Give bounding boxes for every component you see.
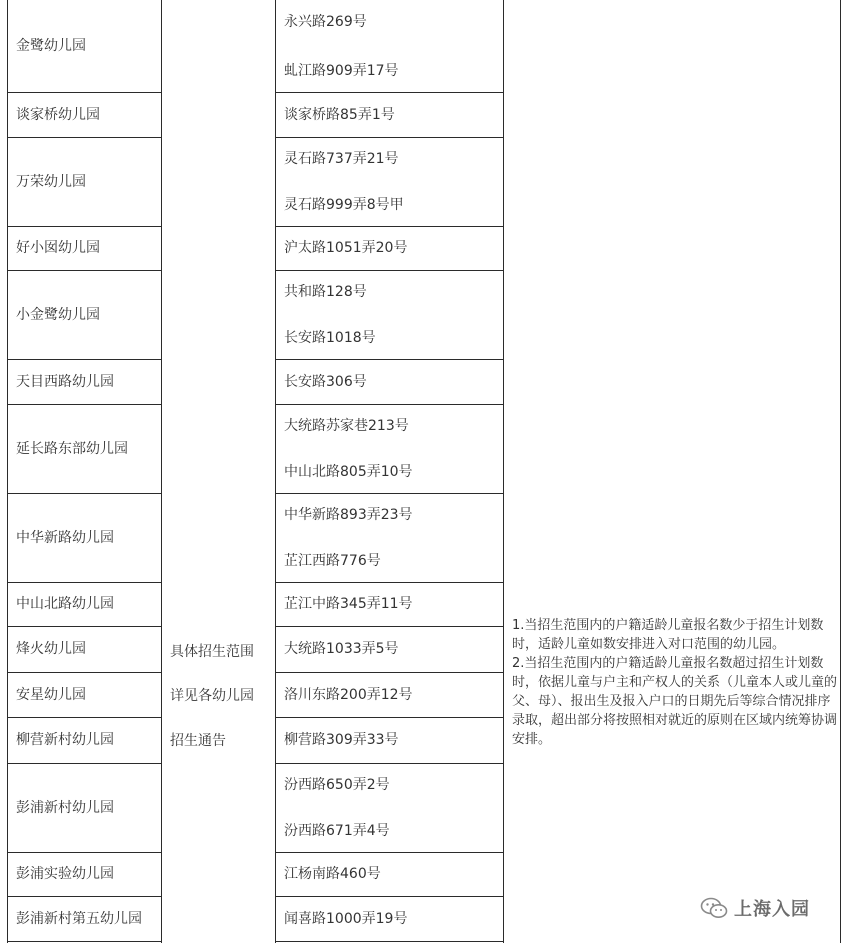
address-line: 汾西路671弄4号	[284, 823, 390, 839]
kindergarten-name: 彭浦新村幼儿园	[16, 799, 114, 816]
address-line: 洛川东路200弄12号	[284, 686, 413, 703]
row-divider	[275, 852, 504, 853]
row-divider	[7, 493, 162, 494]
row-divider	[275, 270, 504, 271]
address-line: 中华新路893弄23号	[284, 507, 413, 523]
kindergarten-name: 彭浦实验幼儿园	[16, 866, 114, 882]
row-divider	[275, 763, 504, 764]
note-item-1: 1.当招生范围内的户籍适龄儿童报名数少于招生计划数时，适龄儿童如数安排进入对口范围的幼儿园。	[512, 618, 824, 652]
scope-line-1: 具体招生范围	[170, 644, 254, 660]
row-divider	[275, 359, 504, 360]
kindergarten-name: 天目西路幼儿园	[16, 373, 114, 390]
row-divider	[275, 137, 504, 138]
address-line: 中山北路805弄10号	[284, 464, 413, 480]
row-divider	[7, 226, 162, 227]
row-divider	[7, 92, 162, 93]
note-item-2: 2.当招生范围内的户籍适龄儿童报名数超过招生计划数时，依据儿童与户主和产权人的关系（儿童本人或儿童的父、母）、报出生及报入户口的日期先后等综合情况排序录取，超出部分将按照相对就近的原则在区域内统筹协调安排。	[512, 656, 838, 747]
address-line: 柳营路309弄33号	[284, 732, 399, 748]
watermark	[700, 893, 840, 923]
row-divider	[7, 941, 162, 942]
kindergarten-name: 小金鹭幼儿园	[16, 306, 100, 323]
table-border-right	[840, 0, 841, 943]
row-divider	[275, 493, 504, 494]
row-divider	[7, 626, 162, 627]
scope-line-3: 招生通告	[170, 733, 226, 749]
kindergarten-name: 彭浦新村第五幼儿园	[16, 910, 142, 927]
row-divider	[7, 763, 162, 764]
admission-notes	[512, 616, 837, 749]
row-divider	[275, 626, 504, 627]
address-line: 闻喜路1000弄19号	[284, 910, 408, 927]
address-line: 汾西路650弄2号	[284, 777, 390, 793]
kindergarten-name: 柳营新村幼儿园	[16, 732, 114, 748]
row-divider	[275, 404, 504, 405]
table-divider-3	[503, 0, 504, 943]
kindergarten-name: 中华新路幼儿园	[16, 529, 114, 546]
kindergarten-name: 好小囡幼儿园	[16, 240, 100, 256]
address-line: 大统路苏家巷213号	[284, 418, 409, 434]
kindergarten-name: 安星幼儿园	[16, 686, 86, 703]
row-divider	[275, 92, 504, 93]
address-line: 共和路128号	[284, 284, 367, 300]
row-divider	[7, 896, 162, 897]
kindergarten-name: 万荣幼儿园	[16, 173, 86, 190]
row-divider	[7, 717, 162, 718]
table-divider-2	[275, 0, 276, 943]
address-line: 长安路306号	[284, 373, 367, 390]
address-line: 灵石路999弄8号甲	[284, 197, 404, 213]
kindergarten-name: 中山北路幼儿园	[16, 596, 114, 612]
address-line: 永兴路269号	[284, 14, 367, 30]
row-divider	[7, 852, 162, 853]
watermark-text: 上海入园	[734, 899, 810, 920]
row-divider	[275, 941, 504, 942]
address-line: 大统路1033弄5号	[284, 641, 399, 657]
kindergarten-name: 谈家桥幼儿园	[16, 106, 100, 123]
row-divider	[7, 672, 162, 673]
address-line: 灵石路737弄21号	[284, 151, 399, 167]
row-divider	[275, 226, 504, 227]
kindergarten-name: 金鹭幼儿园	[16, 38, 86, 54]
row-divider	[7, 270, 162, 271]
address-line: 谈家桥路85弄1号	[284, 106, 395, 123]
address-line: 江杨南路460号	[284, 866, 381, 882]
kindergarten-name: 延长路东部幼儿园	[16, 440, 128, 457]
wechat-icon	[700, 897, 728, 919]
address-line: 芷江西路776号	[284, 553, 381, 569]
row-divider	[275, 896, 504, 897]
row-divider	[7, 582, 162, 583]
table-border-left	[7, 0, 8, 943]
address-line: 长安路1018号	[284, 330, 376, 346]
row-divider	[7, 359, 162, 360]
row-divider	[275, 717, 504, 718]
row-divider	[275, 672, 504, 673]
address-line: 虬江路909弄17号	[284, 63, 399, 79]
scope-line-2: 详见各幼儿园	[170, 688, 254, 704]
row-divider	[275, 582, 504, 583]
address-line: 沪太路1051弄20号	[284, 240, 408, 256]
address-line: 芷江中路345弄11号	[284, 596, 413, 612]
kindergarten-name: 烽火幼儿园	[16, 641, 86, 657]
row-divider	[7, 404, 162, 405]
row-divider	[7, 137, 162, 138]
table-divider-1	[161, 0, 162, 943]
